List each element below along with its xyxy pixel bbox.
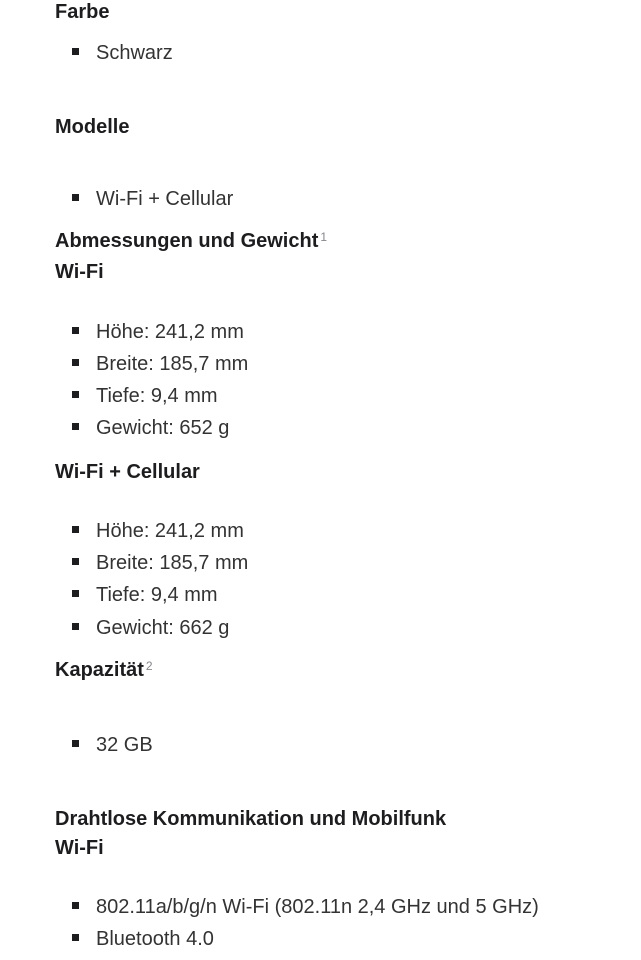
heading-dimensions: Abmessungen und Gewicht $^1$ bbox=[55, 230, 328, 252]
list-item: 802.11a/b/g/n Wi-Fi (802.11n 2,4 GHz und 5 GHz) bbox=[72, 895, 539, 919]
bullet-icon bbox=[72, 590, 79, 597]
footnote-marker[interactable]: 1 bbox=[320, 230, 328, 244]
bullet-icon bbox=[72, 423, 79, 430]
bullet-icon bbox=[72, 934, 79, 941]
list-item: Bluetooth 4.0 bbox=[72, 927, 214, 951]
bullet-icon bbox=[72, 48, 79, 55]
footnote-marker[interactable]: 2 bbox=[145, 659, 153, 673]
list-item: Tiefe: 9,4 mm bbox=[72, 384, 218, 408]
subheading-wifi: Wi-Fi bbox=[55, 837, 104, 859]
heading-models: Modelle bbox=[55, 116, 130, 138]
heading-capacity: Kapazität $^2$ bbox=[55, 659, 153, 681]
bullet-icon bbox=[72, 623, 79, 630]
subheading-wifi: Wi-Fi bbox=[55, 261, 104, 283]
list-item: Wi-Fi + Cellular bbox=[72, 187, 233, 211]
bullet-icon bbox=[72, 902, 79, 909]
bullet-icon bbox=[72, 391, 79, 398]
heading-color: Farbe bbox=[55, 1, 110, 23]
bullet-icon bbox=[72, 740, 79, 747]
list-item: Höhe: 241,2 mm bbox=[72, 320, 244, 344]
bullet-icon bbox=[72, 526, 79, 533]
bullet-icon bbox=[72, 558, 79, 565]
bullet-icon bbox=[72, 359, 79, 366]
list-item: 32 GB bbox=[72, 733, 153, 757]
list-item: Schwarz bbox=[72, 41, 173, 65]
heading-wireless: Drahtlose Kommunikation und Mobilfunk bbox=[55, 808, 447, 830]
list-item: Breite: 185,7 mm bbox=[72, 352, 248, 376]
list-item: Breite: 185,7 mm bbox=[72, 551, 248, 575]
bullet-icon bbox=[72, 194, 79, 201]
list-item: Tiefe: 9,4 mm bbox=[72, 583, 218, 607]
list-item: Gewicht: 652 g bbox=[72, 416, 229, 440]
list-item: Gewicht: 662 g bbox=[72, 616, 229, 640]
bullet-icon bbox=[72, 327, 79, 334]
subheading-wifi-cellular: Wi-Fi + Cellular bbox=[55, 461, 200, 483]
list-item: Höhe: 241,2 mm bbox=[72, 519, 244, 543]
